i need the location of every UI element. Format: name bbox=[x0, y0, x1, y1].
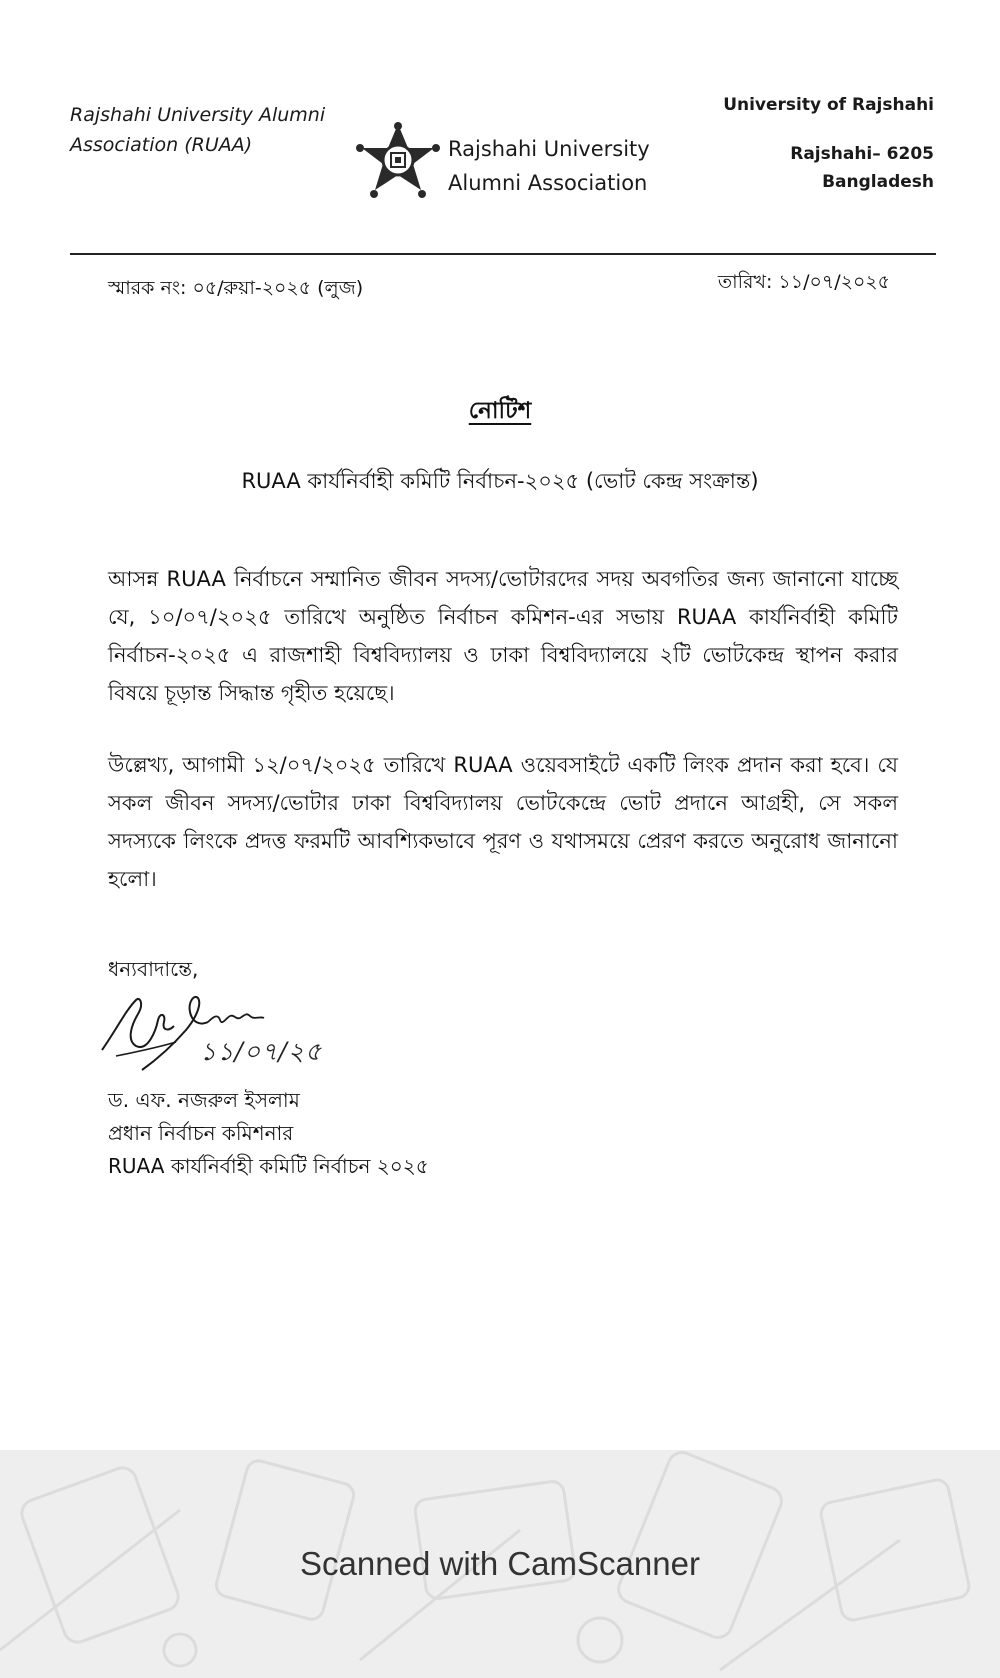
sender-org bbox=[70, 100, 340, 160]
signatory-committee: RUAA কার্যনির্বাহী কমিটি নির্বাচন ২০২৫ bbox=[108, 1154, 429, 1178]
notice-subject: RUAA কার্যনির্বাহী কমিটি নির্বাচন-২০২৫ (ভোট কেন্দ্র সংক্রান্ত) bbox=[241, 469, 759, 493]
sender-org-line2: Association (RUAA) bbox=[70, 134, 253, 156]
signature-date: ১১/০৭/২৫ bbox=[200, 1037, 323, 1066]
body-paragraph-2: উল্লেখ্য, আগামী ১২/০৭/২০২৫ তারিখে RUAA ওয়েবসাইটে একটি লিংক প্রদান করা হবে। যে সকল জীবন সদস্য/ভোটার ঢাকা বিশ্ববিদ্যালয় ভোটকেন্দ্রে ভোট প্রদানে আগ্রহী, সে সকল সদস্যকে লিংকে প্রদত্ত ফরমটি আবশ্যিকভাবে পূরণ ও যথাসময়ে প্রেরণ করতে অনুরোধ জানানো হলো। bbox=[108, 753, 898, 891]
header-divider bbox=[70, 253, 936, 255]
university-address bbox=[723, 92, 934, 196]
notice-title: নোটিশ bbox=[468, 398, 532, 424]
logo-wordmark-line2: Alumni Association bbox=[448, 171, 648, 195]
signatory-designation: প্রধান নির্বাচন কমিশনার bbox=[108, 1121, 294, 1145]
logo-wordmark bbox=[448, 132, 650, 200]
university-name: University of Rajshahi bbox=[723, 95, 934, 115]
logo-wordmark-line1: Rajshahi University bbox=[448, 137, 650, 161]
sender-org-line1: Rajshahi University Alumni bbox=[70, 104, 326, 126]
signatory-name: ড. এফ. নজরুল ইসলাম bbox=[108, 1088, 300, 1112]
city-postcode: Rajshahi– 6205 bbox=[790, 144, 934, 164]
signatory-block bbox=[108, 1084, 429, 1183]
ruaa-logo-icon bbox=[352, 118, 444, 210]
notice-date: তারিখ: ১১/০৭/২০২৫ bbox=[717, 271, 890, 293]
memo-number: স্মারক নং: ০৫/রুয়া-২০২৫ (লুজ) bbox=[108, 277, 364, 299]
body-paragraph-1: আসন্ন RUAA নির্বাচনে সম্মানিত জীবন সদস্য/ভোটারদের সদয় অবগতির জন্য জানানো যাচ্ছে যে, ১০/০৭/২০২৫ তারিখে অনুষ্ঠিত নির্বাচন কমিশন-এর সভায় RUAA কার্যনির্বাহী কমিটি নির্বাচন-২০২৫ এ রাজশাহী বিশ্ববিদ্যালয় ও ঢাকা বিশ্ববিদ্যালয়ে ২টি ভোটকেন্দ্র স্থাপন করার বিষয়ে চূড়ান্ত সিদ্ধান্ত গৃহীত হয়েছে। bbox=[108, 567, 898, 705]
country: Bangladesh bbox=[822, 172, 934, 192]
camscanner-watermark: Scanned with CamScanner bbox=[300, 1545, 700, 1582]
closing-salutation: ধন্যবাদান্তে, bbox=[108, 957, 199, 981]
